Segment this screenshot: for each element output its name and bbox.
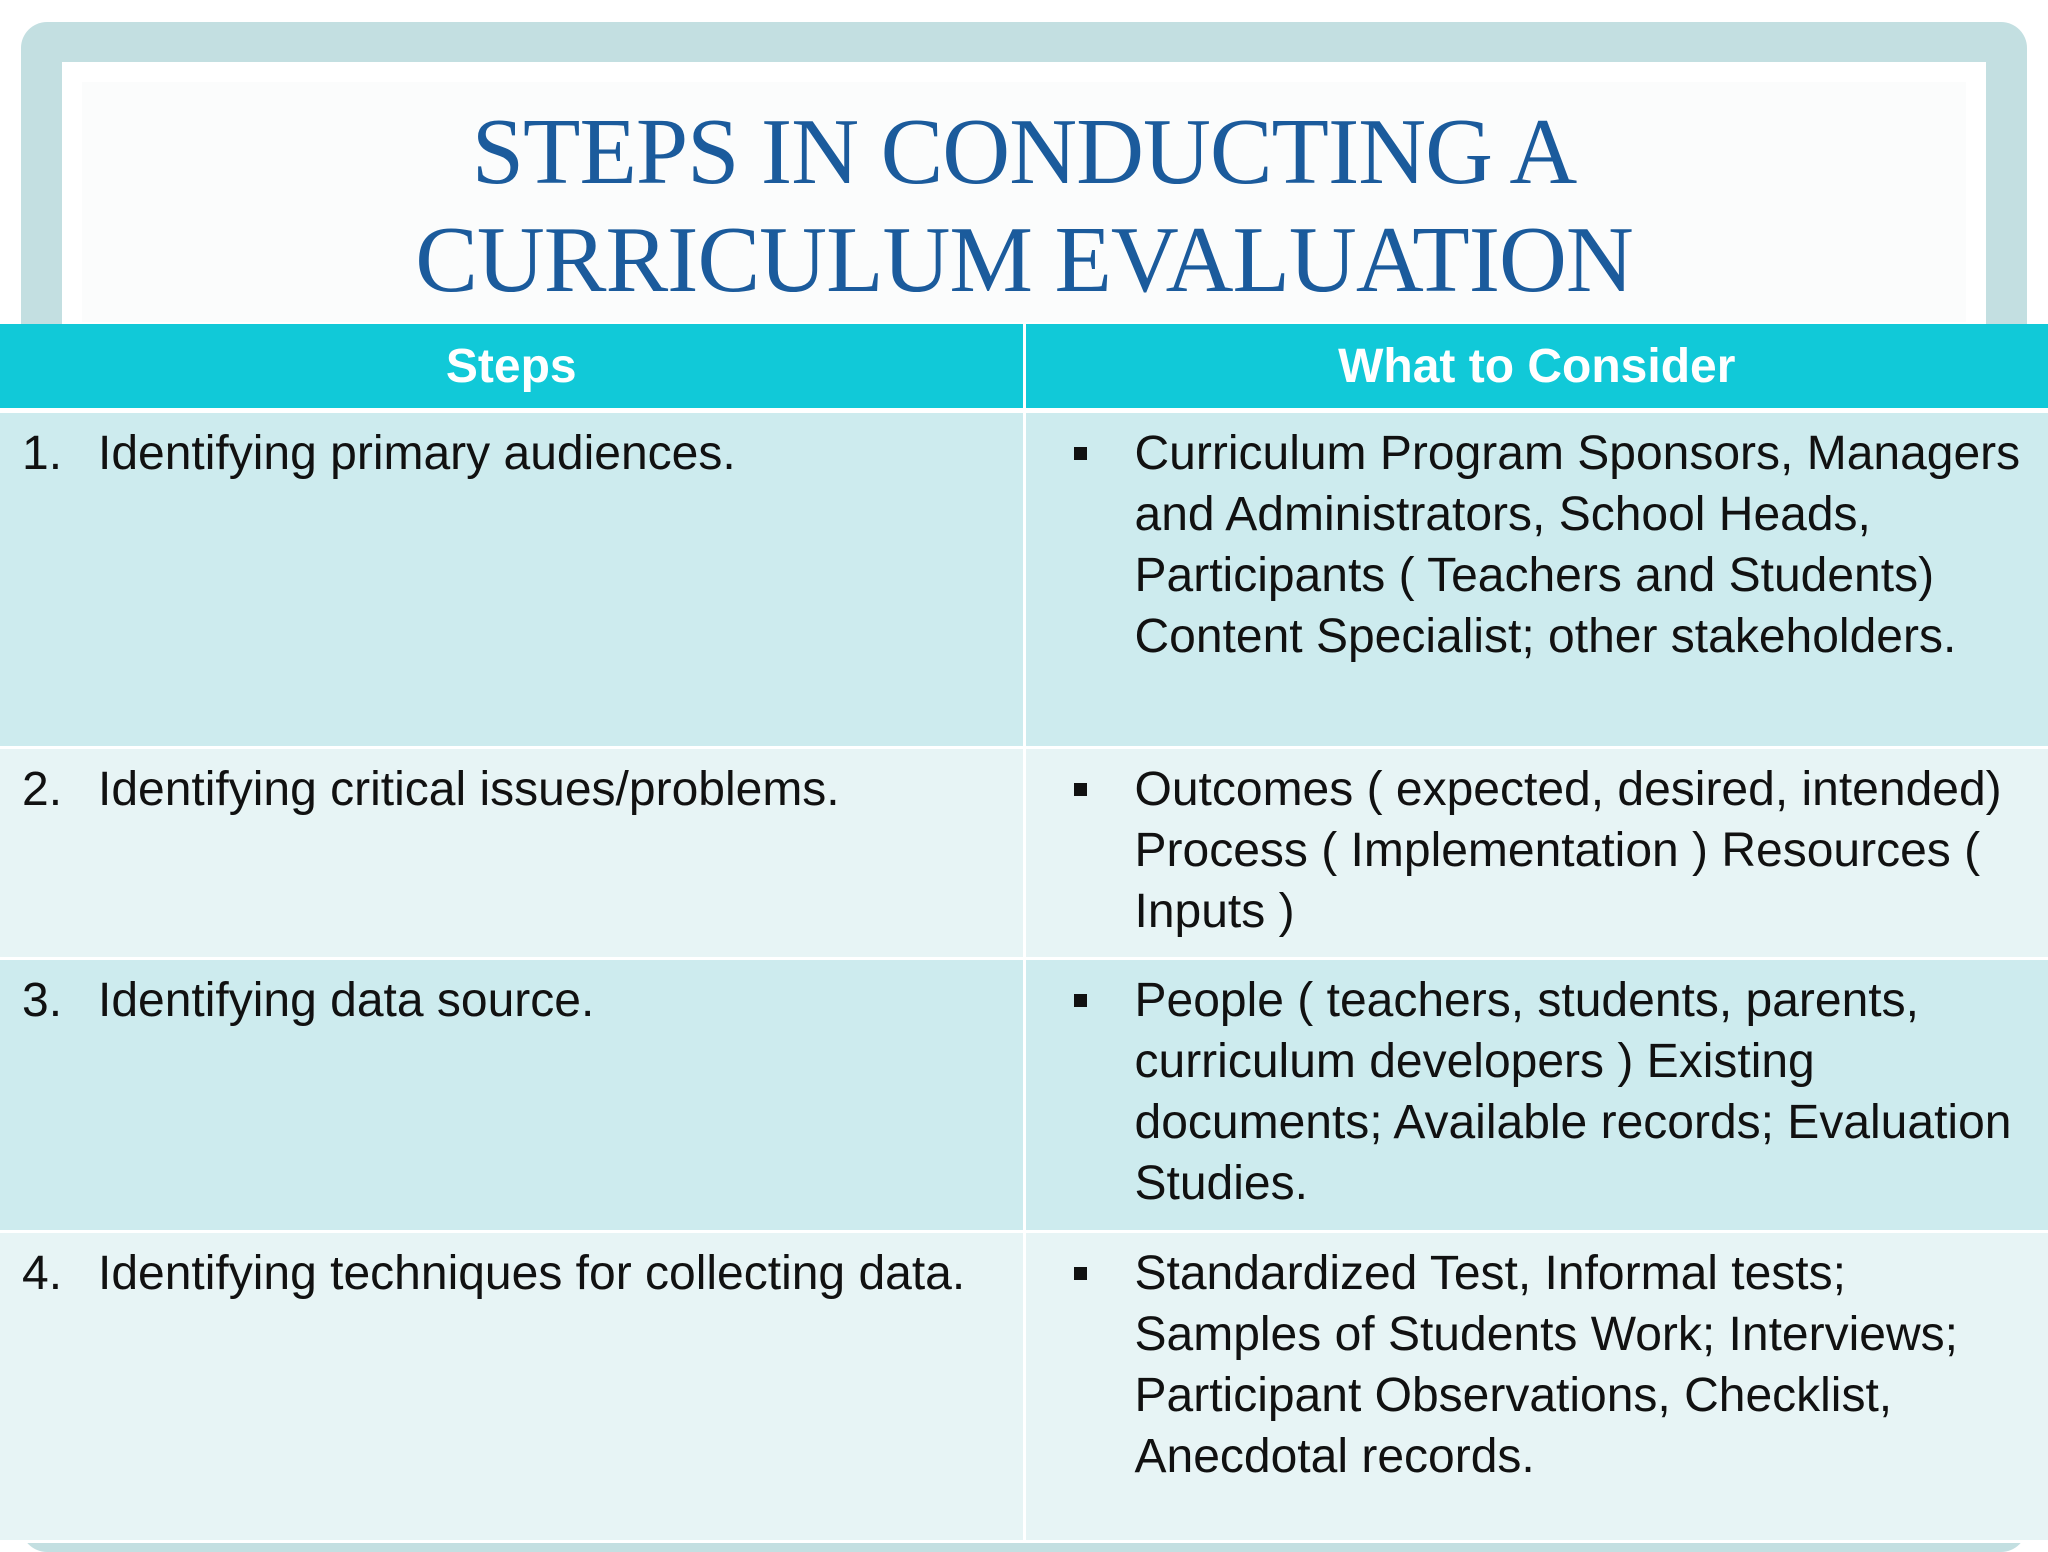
header-what-to-consider: What to Consider [1024, 324, 2048, 411]
consider-text: Standardized Test, Informal tests; Samples of Students Work; Interviews; Participant Observations, Checklist, Anecdotal records. [1135, 1243, 2048, 1487]
slide-title-line-1: STEPS IN CONDUCTING A [62, 98, 1986, 206]
square-bullet-icon [1049, 970, 1135, 1214]
step-number: 4. [22, 1243, 98, 1304]
consider-cell [1024, 959, 2048, 1232]
square-bullet-icon [1049, 1243, 1135, 1487]
table-header-row [0, 324, 2048, 411]
square-bullet-icon [1049, 759, 1135, 942]
consider-text: People ( teachers, students, parents, curriculum developers ) Existing documents; Available records; Evaluation Studies. [1135, 970, 2048, 1214]
consider-text: Curriculum Program Sponsors, Managers and Administrators, School Heads, Participants ( Teachers and Students) Content Specialist; other stakeholders. [1135, 423, 2048, 667]
step-number: 2. [22, 759, 98, 820]
consider-cell [1024, 411, 2048, 748]
step-cell [0, 748, 1024, 959]
table-row [0, 959, 2048, 1232]
step-text: Identifying primary audiences. [98, 423, 1023, 484]
evaluation-steps-table [0, 324, 2048, 1543]
step-text: Identifying data source. [98, 970, 1023, 1031]
slide-title [62, 98, 1986, 314]
consider-cell [1024, 1232, 2048, 1542]
step-text: Identifying techniques for collecting data. [98, 1243, 1023, 1304]
header-steps: Steps [0, 324, 1024, 411]
table-row [0, 411, 2048, 748]
step-cell [0, 959, 1024, 1232]
step-cell [0, 1232, 1024, 1542]
step-cell [0, 411, 1024, 748]
square-bullet-icon [1049, 423, 1135, 667]
step-number: 3. [22, 970, 98, 1031]
consider-cell [1024, 748, 2048, 959]
consider-text: Outcomes ( expected, desired, intended) Process ( Implementation ) Resources ( Inputs ) [1135, 759, 2048, 942]
slide-title-line-2: CURRICULUM EVALUATION [62, 206, 1986, 314]
step-number: 1. [22, 423, 98, 484]
table-row [0, 748, 2048, 959]
table-row [0, 1232, 2048, 1542]
step-text: Identifying critical issues/problems. [98, 759, 1023, 820]
